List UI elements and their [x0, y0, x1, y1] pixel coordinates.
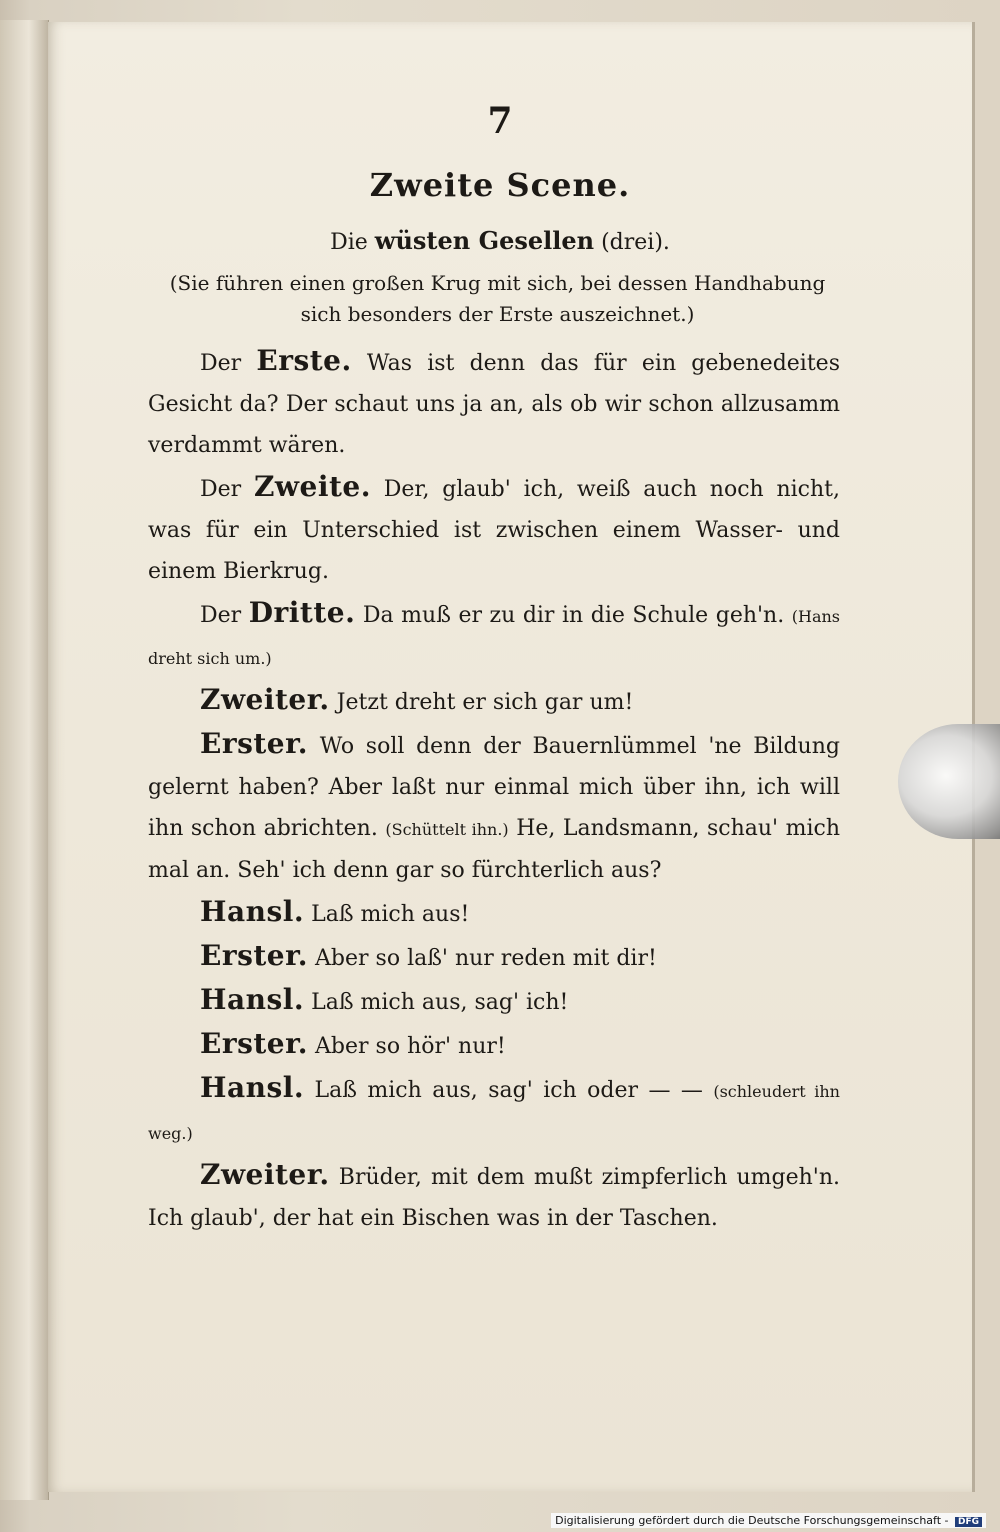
- speech-text: Da muß er zu dir in die Schule geh'n.: [362, 603, 785, 628]
- speaker-name: Zweite.: [253, 470, 371, 503]
- speech-hansl: [148, 979, 840, 1023]
- speaker-name: Dritte.: [248, 596, 356, 629]
- speaker-article: Der: [200, 477, 242, 502]
- cast-suffix: (drei).: [601, 230, 670, 255]
- speech-text: Wo soll denn der Bauernlümmel 'ne Bildung gelernt haben? Aber laßt nur einmal mich über ihn, ich will ihn schon abrichten.: [148, 734, 840, 841]
- speaker-name: Erster.: [200, 939, 309, 972]
- speech-text: Laß mich aus, sag' ich oder — —: [314, 1078, 703, 1103]
- speech-zweiter: [148, 679, 840, 723]
- page-number: 7: [487, 100, 513, 142]
- speaker-name: Hansl.: [200, 895, 305, 928]
- speech-zweiter: [148, 1154, 840, 1239]
- digitization-footer: [551, 1513, 986, 1528]
- speech-hansl: [148, 1067, 840, 1154]
- speaker-name: Erster.: [200, 1027, 309, 1060]
- speaker-name: Zweiter.: [200, 683, 330, 716]
- cast-prefix: Die: [330, 230, 368, 255]
- stage-direction: (Sie führen einen großen Krug mit sich, bei dessen Handhabung sich besonders der Erste auszeichnet.): [169, 271, 826, 326]
- speech-erster: [148, 1023, 840, 1067]
- speech-text: Brüder, mit dem mußt zimpferlich umgeh'n. Ich glaub', der hat ein Bischen was in der Taschen.: [148, 1165, 841, 1231]
- speech-erster: [148, 723, 840, 891]
- speech-text: Aber so laß' nur reden mit dir!: [315, 946, 657, 971]
- speech-text: Was ist denn das für ein gebenedeites Gesicht da? Der schaut uns ja an, als ob wir schon allzusamm verdammt wären.: [148, 351, 840, 458]
- scene-title: Zweite Scene.: [369, 166, 631, 204]
- speech-text: Aber so hör' nur!: [315, 1034, 506, 1059]
- speaker-name: Erste.: [256, 344, 352, 377]
- speech-text: Laß mich aus, sag' ich!: [311, 990, 569, 1015]
- dialogue-body: [148, 340, 840, 1239]
- speaker-name: Erster.: [200, 727, 309, 760]
- speech-text: Der, glaub' ich, weiß auch noch nicht, was für ein Unterschied ist zwischen einem Wasser- und einem Bierkrug.: [148, 477, 840, 584]
- cast-name: wüsten Gesellen: [374, 226, 595, 255]
- speech-zweite: [148, 466, 840, 592]
- dfg-logo: DFG: [955, 1517, 982, 1527]
- speech-erste: [148, 340, 840, 466]
- speaker-article: Der: [200, 351, 242, 376]
- speech-hansl: [148, 891, 840, 935]
- speech-dritte: [148, 592, 840, 679]
- speech-text: Laß mich aus!: [311, 902, 470, 927]
- speaker-article: Der: [200, 603, 242, 628]
- stage-direction-inline: (Hans dreht sich um.): [148, 607, 841, 668]
- stage-direction-inline: (Schüttelt ihn.): [385, 820, 509, 839]
- stage-direction-inline: (schleudert ihn weg.): [148, 1082, 840, 1143]
- cast-line: [0, 226, 1000, 255]
- speaker-name: Hansl.: [200, 983, 305, 1016]
- footer-text: Digitalisierung gefördert durch die Deutsche Forschungsgemeinschaft -: [555, 1514, 949, 1527]
- speaker-name: Hansl.: [200, 1071, 305, 1104]
- speech-erster: [148, 935, 840, 979]
- speech-text: Jetzt dreht er sich gar um!: [336, 690, 634, 715]
- speech-text-continued: He, Landsmann, schau' mich mal an. Seh' ich denn gar so fürchterlich aus?: [148, 816, 840, 883]
- speaker-name: Zweiter.: [200, 1158, 330, 1191]
